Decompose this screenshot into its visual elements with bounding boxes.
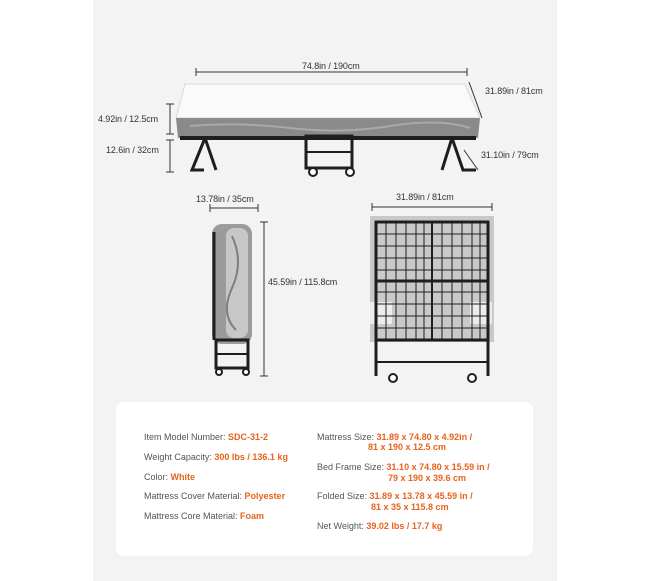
spec-label: Bed Frame Size: <box>317 462 385 472</box>
dim-folded-height: 45.59in / 115.8cm <box>268 277 338 287</box>
spec-value: Foam <box>240 511 265 521</box>
spec-frame-size-line2: 79 x 190 x 39.6 cm <box>388 473 467 483</box>
spec-cover-material <box>144 491 285 501</box>
spec-net-weight <box>317 521 442 531</box>
spec-label: Net Weight: <box>317 521 364 531</box>
dim-leg-width: 31.10in / 79cm <box>481 150 539 160</box>
dim-width-top: 31.89in / 81cm <box>485 86 543 96</box>
spec-model <box>144 432 268 442</box>
spec-value-line1: 39.02 lbs / 17.7 kg <box>366 521 443 531</box>
spec-weight-capacity <box>144 452 288 462</box>
dim-frame-height: 12.6in / 32cm <box>106 145 159 155</box>
spec-value-line1: 31.10 x 74.80 x 15.59 in / <box>386 462 490 472</box>
spec-mattress-size <box>317 432 472 442</box>
spec-folded-size-line2: 81 x 35 x 115.8 cm <box>371 502 449 512</box>
spec-value: SDC-31-2 <box>228 432 269 442</box>
dim-folded-width: 31.89in / 81cm <box>396 192 454 202</box>
spec-folded-size <box>317 491 473 501</box>
spec-mattress-size-line2: 81 x 190 x 12.5 cm <box>368 442 447 452</box>
spec-label: Mattress Cover Material: <box>144 491 243 501</box>
spec-value: 300 lbs / 136.1 kg <box>214 452 288 462</box>
dim-folded-depth: 13.78in / 35cm <box>196 194 254 204</box>
spec-core-material <box>144 511 264 521</box>
spec-value: Polyester <box>244 491 286 501</box>
spec-color <box>144 472 195 482</box>
spec-label: Mattress Core Material: <box>144 511 238 521</box>
spec-value-line1: 31.89 x 13.78 x 45.59 in / <box>369 491 473 501</box>
spec-label: Color: <box>144 472 169 482</box>
spec-value-line1: 31.89 x 74.80 x 4.92in / <box>376 432 473 442</box>
dim-length: 74.8in / 190cm <box>302 61 360 71</box>
spec-label: Weight Capacity: <box>144 452 212 462</box>
spec-frame-size <box>317 462 490 472</box>
spec-value: White <box>170 472 196 482</box>
spec-label: Item Model Number: <box>144 432 226 442</box>
dim-mattress-thickness: 4.92in / 12.5cm <box>98 114 159 124</box>
spec-label: Folded Size: <box>317 491 368 501</box>
spec-label: Mattress Size: <box>317 432 375 442</box>
